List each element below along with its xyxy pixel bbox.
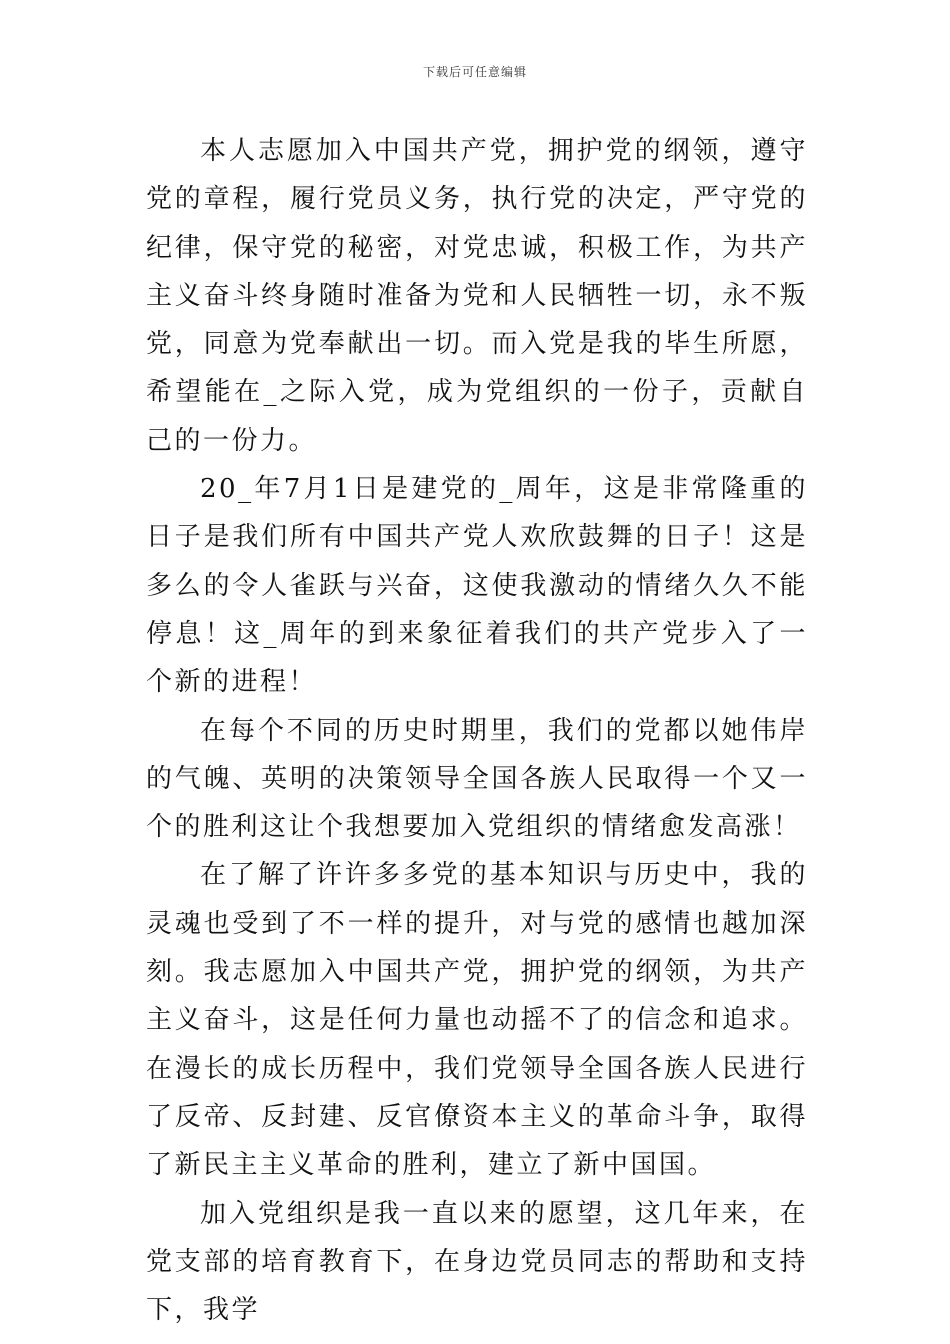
- paragraph-2: [146, 465, 808, 706]
- text-line: 章程，履行党员义务，执行党的决定，严守党的纪律，保: [146, 184, 808, 263]
- text-line: 僚资本主义的革命斗争，取得了新民主主义革命的胜利，: [146, 1101, 808, 1181]
- text-line: 在了解了许许多多党的基本知识与历史中，我的灵魂: [146, 860, 808, 939]
- text-line: 中，我们党领导全国各族人民进行了反帝、反封建、反官: [146, 1053, 808, 1132]
- text-line: 也受到了不一样的提升，对与党的感情也越加深刻。我志: [146, 908, 808, 988]
- document-body: [146, 127, 808, 1334]
- text-line: 愿加入中国共产党，拥护党的纲领，为共产主义奋斗，这: [146, 957, 808, 1036]
- text-line: 本人志愿加入中国共产党，拥护党的纲领，遵守党的: [146, 136, 808, 215]
- paragraph-1: [146, 127, 808, 465]
- paragraph-3: [146, 707, 808, 852]
- text-line: 部的培育教育下，在身边党员同志的帮助和支持下，我学: [146, 1246, 808, 1326]
- paragraph-5: [146, 1190, 808, 1335]
- text-line: 到来象征着我们的共产党步入了一个新的进程！: [146, 618, 808, 698]
- text-line: 20_年7月1日是建党的_周年，这是非常隆重的日子是: [146, 474, 808, 553]
- text-line: 出一切。而入党是我的毕生所愿，希望能在_之际入党，成: [146, 329, 808, 408]
- text-line: 建立了新中国国。: [488, 1150, 717, 1181]
- text-line: 守党的秘密，对党忠诚，积极工作，为共产主义奋斗终身: [146, 232, 808, 311]
- text-line: 随时准备为党和人民牺牲一切，永不叛党，同意为党奉献: [146, 280, 808, 360]
- text-line: 雀跃与兴奋，这使我激动的情绪久久不能停息！这_周年的: [146, 570, 808, 649]
- text-line: 这让个我想要加入党组织的情绪愈发高涨！: [260, 812, 802, 843]
- text-line: 是任何力量也动摇不了的信念和追求。在漫长的成长历程: [146, 1005, 808, 1084]
- paragraph-4: [146, 851, 808, 1189]
- page-header: 下载后可任意编辑: [422, 65, 527, 79]
- text-line: 魄、英明的决策领导全国各族人民取得一个又一个的胜利: [146, 763, 808, 843]
- text-line: 在每个不同的历史时期里，我们的党都以她伟岸的气: [146, 715, 808, 794]
- text-line: 为党组织的一份子，贡献自己的一份力。: [146, 377, 808, 456]
- text-line: 加入党组织是我一直以来的愿望，这几年来，在党支: [146, 1198, 808, 1277]
- text-line: 我们所有中国共产党人欢欣鼓舞的日子！这是多么的令人: [146, 522, 808, 601]
